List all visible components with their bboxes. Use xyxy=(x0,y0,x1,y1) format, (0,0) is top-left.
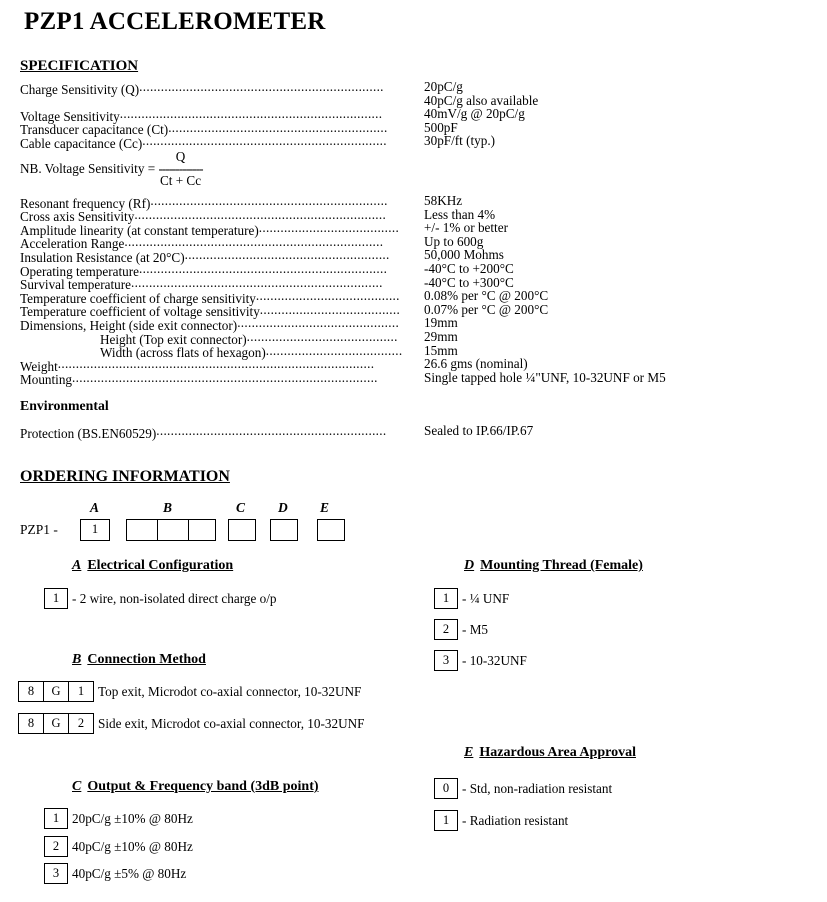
leader-dots: ..................................................................................... xyxy=(72,370,378,385)
option-description: 40pC/g ±5% @ 80Hz xyxy=(72,865,187,881)
code-letter-b: B xyxy=(163,500,173,515)
code-letter-a: A xyxy=(90,500,100,515)
leader-dots: .................................................................. xyxy=(150,194,388,208)
spec-value: 40pC/g also available xyxy=(424,92,539,108)
option-code-box[interactable]: 1 xyxy=(68,681,94,702)
spec-row xyxy=(20,206,710,225)
option-code-box[interactable]: 3 xyxy=(44,863,68,884)
code-letter-e: E xyxy=(320,500,330,515)
spec-value: -40°C to +200°C xyxy=(424,260,514,276)
option-description: - Radiation resistant xyxy=(462,812,569,828)
spec-label: Acceleration Range xyxy=(20,236,125,252)
ordering-code-box[interactable]: 1 xyxy=(80,519,110,541)
option-row[interactable] xyxy=(434,810,568,831)
spec-row xyxy=(20,356,710,374)
option-row[interactable] xyxy=(18,713,364,734)
spec-row xyxy=(20,301,710,320)
option-code-box[interactable]: 1 xyxy=(434,588,458,609)
spec-label: Cross axis Sensitivity xyxy=(20,209,135,225)
spec-value: 500pF xyxy=(424,119,458,135)
leader-dots: ................................................................ xyxy=(156,424,387,438)
option-code-box[interactable]: 1 xyxy=(44,808,68,829)
spec-label: Survival temperature xyxy=(20,277,131,293)
spec-row xyxy=(20,369,710,388)
leader-dots: ........................................ xyxy=(255,289,400,303)
spec-label: Dimensions, Height (side exit connector) xyxy=(20,317,238,333)
spec-label: Insulation Resistance (at 20°C) xyxy=(20,249,185,265)
specification-heading: SPECIFICATION xyxy=(20,58,139,74)
option-group-title: Connection Method xyxy=(87,652,206,667)
leader-dots: ....................................... xyxy=(259,302,401,317)
spec-row xyxy=(20,315,710,333)
spec-row xyxy=(20,193,710,211)
leader-dots: ............................................. xyxy=(237,316,400,330)
option-code-box[interactable]: 1 xyxy=(44,588,68,609)
spec-value: Sealed to IP.66/IP.67 xyxy=(424,423,534,438)
option-code-box[interactable]: 8 xyxy=(18,713,44,734)
ordering-code-box[interactable] xyxy=(188,519,216,541)
option-group-letter: D xyxy=(464,558,475,573)
leader-dots: ...................................................................... xyxy=(134,207,387,222)
spec-label: Transducer capacitance (Ct) xyxy=(20,122,169,138)
option-row[interactable] xyxy=(434,650,527,671)
spec-value: 0.08% per °C @ 200°C xyxy=(424,288,549,304)
ordering-code-box[interactable] xyxy=(270,519,298,541)
spec-value: 20pC/g xyxy=(424,79,463,94)
option-description: - M5 xyxy=(462,621,489,637)
option-description: Top exit, Microdot co-axial connector, 10-32UNF xyxy=(98,683,362,699)
option-group-heading-b xyxy=(72,652,206,668)
option-code-box[interactable]: 2 xyxy=(44,836,68,857)
spec-label: Temperature coefficient of charge sensitivity xyxy=(20,290,256,306)
spec-label: Height (Top exit connector) xyxy=(100,331,247,347)
option-group-heading-a xyxy=(72,558,233,574)
spec-value: Less than 4% xyxy=(424,206,496,222)
leader-dots: .................................................................... xyxy=(139,80,384,94)
leader-dots: ....................................... xyxy=(258,221,400,235)
spec-label: Width (across flats of hexagon) xyxy=(100,345,266,361)
option-code-box[interactable]: G xyxy=(43,681,69,702)
spec-value: Single tapped hole ¼"UNF, 10-32UNF or M5 xyxy=(424,369,666,385)
option-group-letter: A xyxy=(72,558,82,573)
voltage-sensitivity-note xyxy=(20,149,203,188)
spec-row xyxy=(20,79,710,97)
option-group-title: Hazardous Area Approval xyxy=(479,745,636,760)
page-title: PZP1 ACCELEROMETER xyxy=(24,8,326,35)
option-code-box[interactable]: 0 xyxy=(434,778,458,799)
option-group-title: Electrical Configuration xyxy=(87,558,234,573)
spec-row xyxy=(20,106,710,124)
specification-list-secondary xyxy=(20,193,710,388)
code-letter-c: C xyxy=(236,500,246,515)
spec-value: 15mm xyxy=(424,342,458,358)
ordering-code-box[interactable] xyxy=(317,519,345,541)
spec-label: Voltage Sensitivity xyxy=(20,108,120,124)
option-group-letter: B xyxy=(72,652,82,667)
note-fraction xyxy=(158,151,202,187)
option-group-letter: C xyxy=(72,779,82,794)
spec-value: 58KHz xyxy=(424,193,463,208)
spec-label: Mounting xyxy=(20,372,73,388)
spec-value: 29mm xyxy=(424,328,458,344)
option-code-box[interactable]: 2 xyxy=(68,713,94,734)
option-group-title: Output & Frequency band (3dB point) xyxy=(87,779,319,794)
spec-value: +/- 1% or better xyxy=(424,220,508,236)
spec-value: 26.6 gms (nominal) xyxy=(424,356,528,372)
spec-label: Charge Sensitivity (Q) xyxy=(20,81,140,97)
spec-value: -40°C to +300°C xyxy=(424,274,514,290)
option-row[interactable] xyxy=(18,681,361,702)
leader-dots: ......................................................... xyxy=(184,248,390,262)
spec-label: Cable capacitance (Cc) xyxy=(20,135,143,151)
option-description: - 2 wire, non-isolated direct charge o/p xyxy=(72,590,277,606)
leader-dots: .................................................................... xyxy=(142,134,387,148)
spec-value: 19mm xyxy=(424,315,458,331)
option-row[interactable] xyxy=(434,619,488,640)
spec-label: Amplitude linearity (at constant temperature) xyxy=(20,222,259,238)
option-code-box[interactable]: 2 xyxy=(434,619,458,640)
option-group-heading-e xyxy=(464,745,636,761)
option-row[interactable] xyxy=(44,863,186,884)
option-code-box[interactable]: G xyxy=(43,713,69,734)
spec-value: Up to 600g xyxy=(424,233,484,249)
ordering-code-box[interactable] xyxy=(157,519,189,541)
spec-row xyxy=(20,342,710,361)
note-prefix: NB. Voltage Sensitivity = xyxy=(20,161,159,177)
spec-row xyxy=(20,94,710,108)
option-group-letter: E xyxy=(464,745,474,760)
note-numerator: Q xyxy=(175,149,186,164)
option-description: Side exit, Microdot co-axial connector, 10-32UNF xyxy=(98,715,365,731)
spec-label: Protection (BS.EN60529) xyxy=(20,425,157,441)
ordering-information-heading: ORDERING INFORMATION xyxy=(20,468,230,485)
spec-row xyxy=(20,328,710,347)
spec-label: Resonant frequency (Rf) xyxy=(20,195,151,211)
leader-dots: ...................................... xyxy=(265,343,403,358)
option-group-heading-c xyxy=(72,779,319,795)
option-row[interactable] xyxy=(44,808,193,829)
option-code-box[interactable]: 8 xyxy=(18,681,44,702)
option-row[interactable] xyxy=(44,836,193,857)
option-code-box[interactable]: 3 xyxy=(434,650,458,671)
leader-dots: ..................................................................... xyxy=(139,261,388,276)
option-description: - ¼ UNF xyxy=(462,590,510,606)
spec-row xyxy=(20,220,710,238)
spec-label: Weight xyxy=(20,358,58,374)
option-description: - 10-32UNF xyxy=(462,652,527,668)
environmental-heading: Environmental xyxy=(20,398,109,413)
leader-dots: ........................................................................ xyxy=(124,234,384,249)
ordering-code-box[interactable] xyxy=(228,519,256,541)
spec-value: 30pF/ft (typ.) xyxy=(424,133,496,149)
spec-value: 50,000 Mohms xyxy=(424,247,504,263)
spec-value: 0.07% per °C @ 200°C xyxy=(424,301,549,317)
leader-dots: ......................................................................... xyxy=(119,107,383,121)
spec-label: Operating temperature xyxy=(20,263,139,279)
spec-row xyxy=(20,274,710,293)
spec-row xyxy=(20,119,710,138)
option-row[interactable] xyxy=(434,588,509,609)
spec-row xyxy=(20,247,710,265)
spec-label: Temperature coefficient of voltage sensitivity xyxy=(20,304,260,320)
ordering-prefix: PZP1 - xyxy=(20,522,58,537)
spec-row xyxy=(20,133,710,151)
option-row[interactable] xyxy=(44,588,276,609)
code-letter-d: D xyxy=(278,500,288,515)
environmental-list xyxy=(20,423,710,441)
spec-row xyxy=(20,260,710,279)
option-group-heading-d xyxy=(464,558,643,574)
spec-row xyxy=(20,233,710,252)
leader-dots: .......................................... xyxy=(246,329,398,344)
option-description: 20pC/g ±10% @ 80Hz xyxy=(72,810,193,826)
spec-value: 40mV/g @ 20pC/g xyxy=(424,106,525,122)
option-code-box[interactable]: 1 xyxy=(434,810,458,831)
leader-dots: ............................................................. xyxy=(168,120,388,135)
leader-dots: ...................................................................... xyxy=(130,275,383,290)
note-denominator: Ct + Cc xyxy=(159,173,202,188)
option-group-title: Mounting Thread (Female) xyxy=(480,558,643,573)
spec-row xyxy=(20,423,710,441)
option-row[interactable] xyxy=(434,778,612,799)
specification-list-primary xyxy=(20,79,710,151)
option-description: 40pC/g ±10% @ 80Hz xyxy=(72,838,193,854)
leader-dots: ........................................................................................ xyxy=(57,357,375,371)
note-bar: ------------- xyxy=(158,161,203,176)
spec-row xyxy=(20,288,710,306)
option-description: - Std, non-radiation resistant xyxy=(462,780,613,796)
ordering-code-box[interactable] xyxy=(126,519,158,541)
